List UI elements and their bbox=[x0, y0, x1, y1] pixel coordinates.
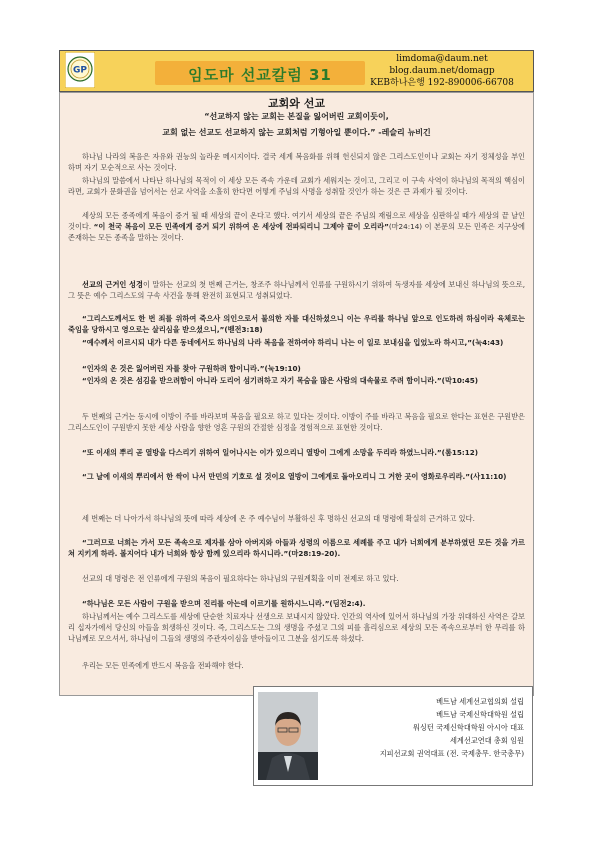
verse-5: “또 이새의 뿌리 곧 열방을 다스리기 위하여 일어나시는 이가 있으리니 열방이 그에게 소망을 두리라 하였느니라.”(롬15:12) bbox=[82, 448, 479, 457]
title-band bbox=[155, 61, 365, 85]
paragraph-6: 세 번째는 더 나아가서 하나님의 뜻에 따라 세상에 온 주 예수님이 부활하신 후 명하신 선교의 대 명령에 확실히 근거하고 있다. bbox=[82, 514, 475, 523]
verse-7: “그러므로 너희는 가서 모든 족속으로 제자를 삼아 아버지와 아들과 성령의 이름으로 세례를 주고 내가 너희에게 분부하였던 모든 것을 가르쳐 지키게 하라. 볼지어다 내가 너희와 항상 함께 있으리라 하시니라.”(마28:19-20). bbox=[68, 538, 525, 559]
contact-info bbox=[357, 53, 527, 89]
paragraph-8: 하나님께서는 예수 그리스도를 세상에 단순한 치료자나 선생으로 보내시지 않았다. 인간의 역사에 있어서 하나님의 가장 위대하신 사역은 갈보리 십자가에서 당신의 아들을 희생하신 것이다. 즉, 그리스도는 그의 생명을 주셨고 그의 피를 흘리심으로 세상의 모든 족속으로부터 한 무리를 하나님께로 모으셔서, 하나님이 그들의 생명의 주관자이심을 받아들이고 그분을 섬기도록 하셨다. bbox=[68, 612, 525, 644]
email-text: limdoma@daum.net bbox=[396, 54, 488, 64]
column-header bbox=[59, 50, 534, 92]
bank-text: KEB하나은행 192-890006-66708 bbox=[370, 78, 514, 88]
author-credentials bbox=[380, 695, 524, 760]
paragraph-3: 세상의 모든 종족에게 복음이 증거 될 때 세상의 끝이 온다고 했다. 여기서 세상의 끝은 주님의 재림으로 세상을 심판하실 때가 세상의 끝 날인 것이다. “이 천국 복음이 모든 민족에게 증거 되기 위하여 온 세상에 전파되리니 그제야 끝이 오리라”(마24:14) 이 본문의 모든 민족은 지구상에 존재하는 모든 종족을 말하는 것이다. bbox=[68, 211, 526, 243]
blog-text: blog.daum.net/domagp bbox=[389, 66, 495, 76]
gp-logo bbox=[65, 52, 95, 88]
bio-line-3: 워싱턴 국제신학대학원 아시아 대표 bbox=[412, 723, 524, 732]
paragraph-9: 우리는 모든 민족에게 반드시 복음을 전파해야 한다. bbox=[82, 661, 244, 670]
article-body bbox=[59, 92, 534, 696]
column-title: 임도마 선교칼럼 31 bbox=[188, 66, 332, 84]
bio-line-4: 세계선교연대 총회 임원 bbox=[449, 736, 524, 745]
verse-3: “인자의 온 것은 잃어버린 자를 찾아 구원하려 함이니라.”(눅19:10) bbox=[82, 364, 301, 373]
epigraph-line-1: “선교하지 않는 교회는 본질을 잃어버린 교회이듯이, bbox=[204, 112, 389, 121]
author-photo bbox=[258, 692, 318, 780]
author-bio-box bbox=[253, 686, 533, 786]
article-title: 교회와 선교 bbox=[268, 97, 325, 110]
paragraph-1: 하나님 나라의 복음은 자유와 권능의 놀라운 메시지이다. 결국 세계 복음화를 위해 헌신되지 않은 그리스도인이나 교회는 자기 정체성을 부인하며 자기 모순적으로 사는 것이다. bbox=[68, 152, 525, 173]
paragraph-7: 선교의 대 명령은 전 인류에게 구원의 복음이 필요하다는 하나님의 구원계획을 이미 전제로 하고 있다. bbox=[82, 574, 399, 583]
bio-line-2: 베트남 국제신학대학원 설립 bbox=[436, 710, 524, 719]
bio-line-5: 지피선교회 권역대표 (전. 국제총무. 한국총무) bbox=[379, 749, 524, 758]
verse-2: “예수께서 이르시되 내가 다른 동네에서도 하나님의 나라 복음을 전하여야 하리니 나는 이 일로 보내심을 입었노라 하시고,”(눅4:43) bbox=[82, 338, 504, 347]
paragraph-5: 두 번째의 근거는 동시에 이방이 주를 바라보며 복음을 필요로 하고 있다는 것이다. 이방이 주를 바라고 복음을 필요로 한다는 표현은 구원받은 그리스도인이 구원받지 못한 세상 사람을 향한 영혼 구원의 간절한 심정을 경험적으로 표현한 것이다. bbox=[68, 412, 525, 433]
verse-6: “그 날에 이새의 뿌리에서 한 싹이 나서 만민의 기호로 설 것이요 열방이 그에게로 돌아오리니 그 거한 곳이 영화로우리라.”(사11:10) bbox=[82, 472, 507, 481]
paragraph-4: 선교의 근거인 성경이 말하는 선교의 첫 번째 근거는, 창조주 하나님께서 인류를 구원하시기 위하여 독생자를 세상에 보내신 하나님의 뜻으로, 그 뜻은 예수 그리스도의 구속 사건을 통해 완전히 표현되고 성취되었다. bbox=[68, 280, 525, 301]
epigraph-line-2: 교회 없는 선교도 선교하지 않는 교회처럼 기형아일 뿐이다.” -레슬리 뉴비긴 bbox=[162, 128, 431, 137]
paragraph-2: 하나님의 말씀에서 나타난 하나님의 목적이 이 세상 모든 족속 가운데 교회가 세워지는 것이고, 그리고 이 구속 사역이 하나님의 목적의 핵심이라면, 교회가 문화권을 넘어서는 선교 사역을 소홀히 한다면 어떻게 주님의 사명을 성취할 것인가 하는 것은 큰 과제가 될 것이다. bbox=[68, 176, 525, 197]
svg-text:GP: GP bbox=[73, 65, 87, 76]
verse-4: “인자의 온 것은 섬김을 받으려함이 아니라 도리어 섬기려하고 자기 목숨을 많은 사람의 대속물로 주려 함이니라.”(막10:45) bbox=[82, 376, 479, 385]
bio-line-1: 베트남 세계선교협의회 설립 bbox=[436, 697, 524, 706]
verse-8: “하나님은 모든 사람이 구원을 받으며 진리를 아는데 이르기를 원하시느니라.”(딤전2:4). bbox=[82, 599, 366, 608]
verse-1: “그리스도께서도 한 번 죄를 위하여 죽으사 의인으로서 불의한 자를 대신하셨으니 이는 우리를 하나님 앞으로 인도하려 하심이라 육체로는 죽임을 당하시고 영으로는 살리심을 받으셨으니,”(벧전3:18) bbox=[68, 314, 525, 335]
